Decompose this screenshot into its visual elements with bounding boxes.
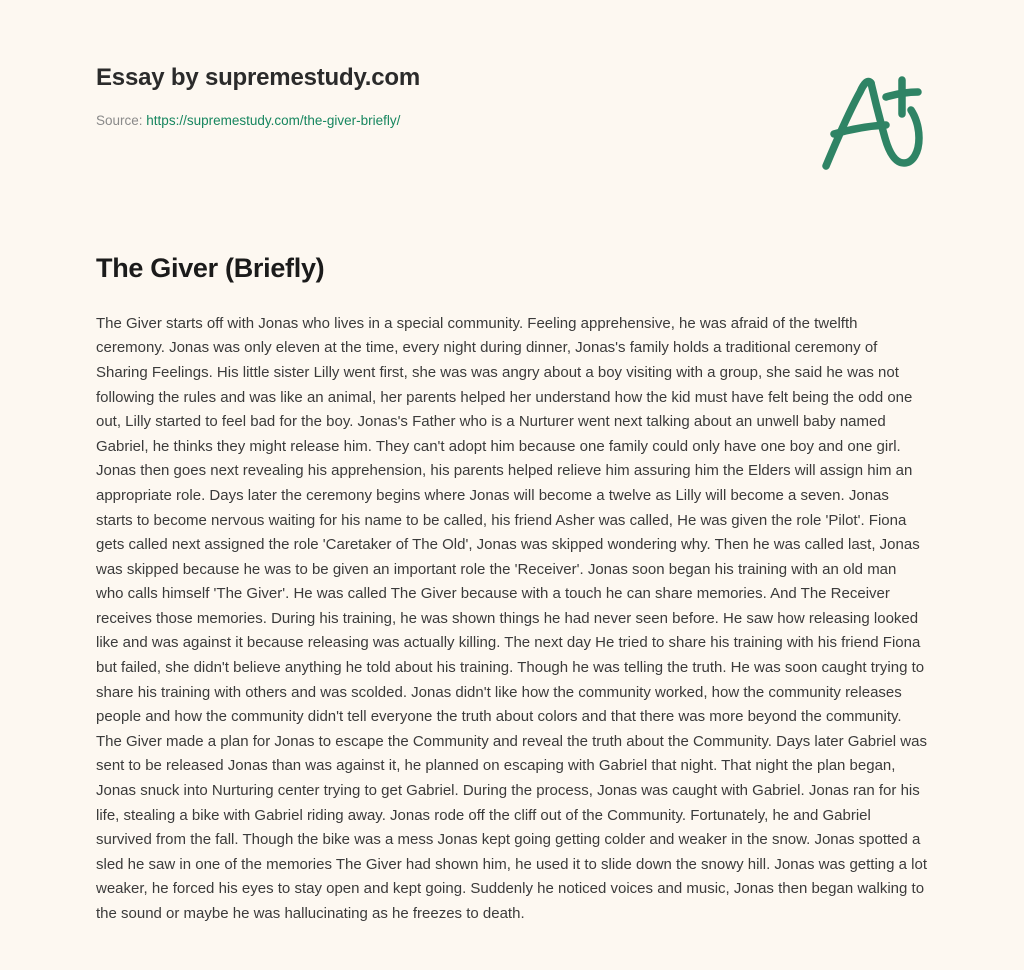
page-title: The Giver (Briefly) <box>96 253 325 283</box>
source-line <box>96 112 420 130</box>
a-plus-logo-icon <box>816 68 928 174</box>
article <box>96 252 928 927</box>
a-plus-logo[interactable] <box>816 68 928 174</box>
page-header <box>96 64 928 174</box>
brand-block <box>96 64 420 129</box>
brand-title: Essay by supremestudy.com <box>96 64 421 91</box>
article-body-text: The Giver starts off with Jonas who lives in a special community. Feeling apprehensive, he was afraid of the twelfth ceremony. Jonas was only eleven at the time, every night during dinner, Jonas's family holds a traditional ceremony of Sharing Feelings. His little sister Lilly went first, she was was angry about a boy visiting with a group, she said he was not following the rules and was like an animal, her parents helped her understand how the kid must have felt being the odd one out, Lilly started to feel bad for the boy. Jonas's Father who is a Nurturer went next talking about an unwell baby named Gabriel, he thinks they might release him. They can't adopt him because one family could only have one boy and one girl. Jonas then goes next revealing his apprehension, his parents helped relieve him assuring him the Elders will assign him an appropriate role. Days later the ceremony begins where Jonas will become a twelve as Lilly will become a seven. Jonas starts to become nervous waiting for his name to be called, his friend Asher was called, He was given the role 'Pilot'. Fiona gets called next assigned the role 'Caretaker of The Old', Jonas was skipped wondering why. Then he was called last, Jonas was skipped because he was to be given an important role the 'Receiver'. Jonas soon began his training with an old man who calls himself 'The Giver'. He was called The Giver because with a touch he can share memories. And The Receiver receives those memories. During his training, he was shown things he had never seen before. He saw how releasing looked like and was against it because releasing was actually killing. The next day He tried to share his training with his friend Fiona but failed, she didn't believe anything he told about his training. Though he was telling the truth. He was soon caught trying to share his training with others and was scolded. Jonas didn't like how the community worked, how the community releases people and how the community didn't tell everyone the truth about colors and that there was more beyond the community. The Giver made a plan for Jonas to escape the Community and reveal the truth about the Community. Days later Gabriel was sent to be released Jonas than was against it, he planned on escaping with Gabriel that night. That night the plan began, Jonas snuck into Nurturing center trying to get Gabriel. During the process, Jonas was caught with Gabriel. Jonas ran for his life, stealing a bike with Gabriel riding away. Jonas rode off the cliff out of the Community. Fortunately, he and Gabriel survived from the fall. Though the bike was a mess Jonas kept going getting colder and weaker in the snow. Jonas spotted a sled he saw in one of the memories The Giver had shown him, he used it to slide down the snowy hill. Jonas was getting a lot weaker, he forced his eyes to stay open and kept going. Suddenly he noticed voices and music, Jonas then began walking to the sound or maybe he was hallucinating as he freezes to death. <box>96 314 928 922</box>
source-url-link[interactable]: https://supremestudy.com/the-giver-briefly/ <box>146 112 401 128</box>
source-label: Source: <box>96 112 143 128</box>
